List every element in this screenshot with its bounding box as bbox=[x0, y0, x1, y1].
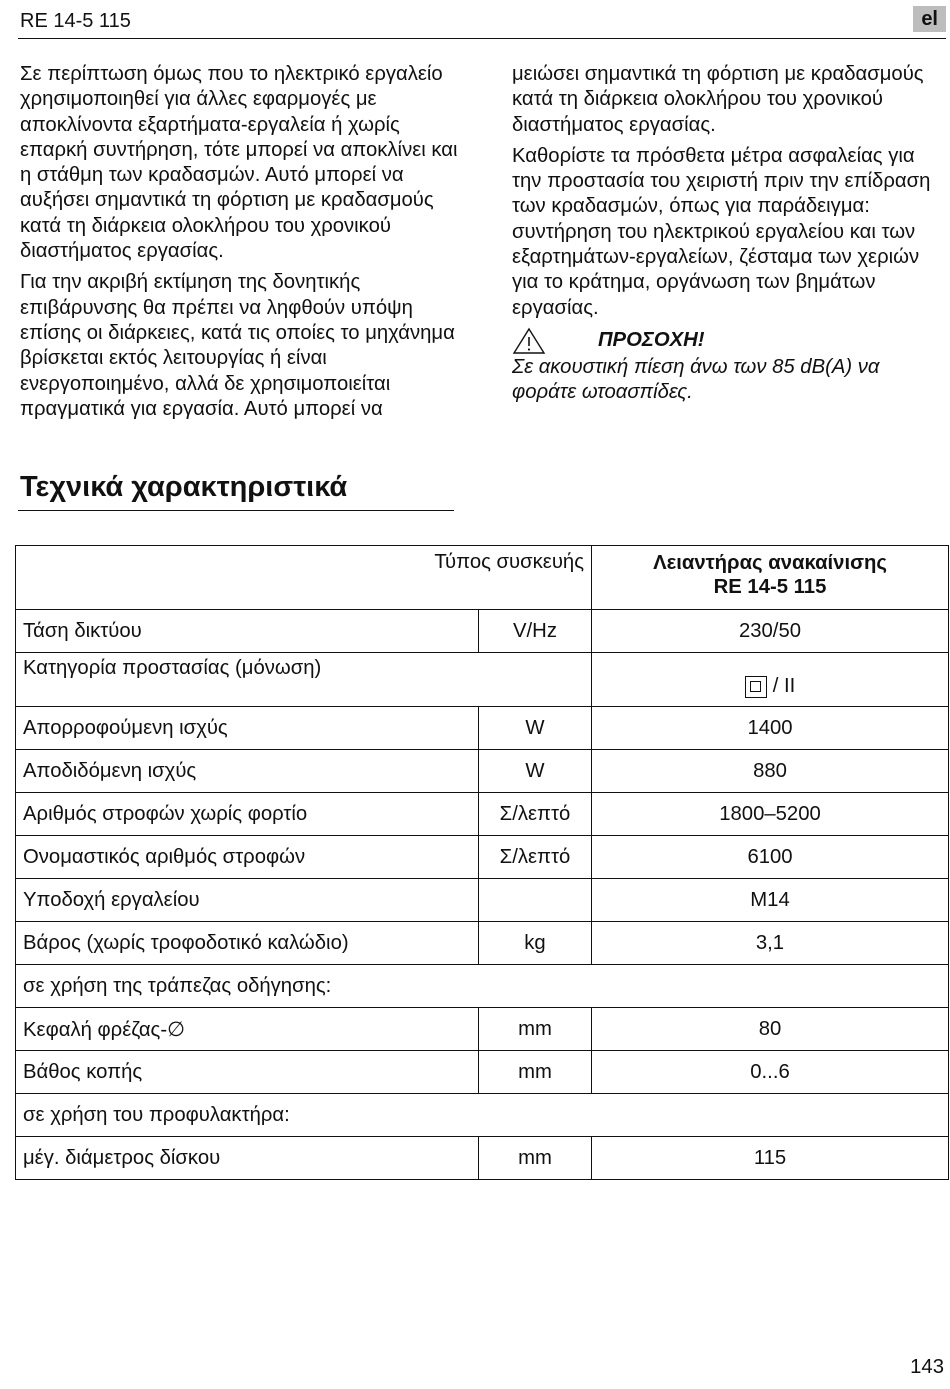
table-row bbox=[16, 750, 949, 793]
paragraph: Σε περίπτωση όμως που το ηλεκτρικό εργαλείο χρησιμοποιηθεί για άλλες εφαρμογές με αποκλίνοντα εξαρτήματα-εργαλεία ή χωρίς επαρκή συντήρηση, τότε μπορεί να αποκλίνει και η στάθμη των κραδασμών. Αυτό μπορεί να αυξήσει σημαντικά τη φόρτιση με κραδασμούς κατά τη διάρκεια ολοκλήρου του χρονικού διαστήματος εργασίας. bbox=[20, 63, 458, 263]
table-row bbox=[16, 1137, 949, 1180]
table-row bbox=[16, 707, 949, 750]
warning-text: Σε ακουστική πίεση άνω των 85 dB(A) να φοράτε ωτοασπίδες. bbox=[512, 355, 880, 404]
spec-label: Απορροφούμενη ισχύς bbox=[16, 707, 479, 750]
table-row bbox=[16, 1051, 949, 1094]
spec-label: Βάρος (χωρίς τροφοδοτικό καλώδιο) bbox=[16, 922, 479, 965]
spec-unit: V/Hz bbox=[479, 610, 592, 653]
spec-value: 80 bbox=[592, 1008, 949, 1051]
table-group-label: σε χρήση της τράπεζας οδήγησης: bbox=[16, 965, 949, 1008]
spec-label: Αριθμός στροφών χωρίς φορτίο bbox=[16, 793, 479, 836]
spec-unit: mm bbox=[479, 1137, 592, 1180]
table-header-row bbox=[16, 546, 949, 610]
section-title: Τεχνικά χαρακτηριστικά bbox=[20, 471, 348, 503]
table-row bbox=[16, 1008, 949, 1051]
table-group-label: σε χρήση του προφυλακτήρα: bbox=[16, 1094, 949, 1137]
right-text-column bbox=[512, 62, 946, 406]
paragraph: Καθορίστε τα πρόσθετα μέτρα ασφαλείας για την προστασία του χειριστή πριν την επίδραση των κραδασμών, όπως για παράδειγμα: συντήρηση του ηλεκτρικού εργαλείου και των εξαρτημάτων-εργαλείων, ζέσταμα των χεριών για το κράτημα, οργάνωση των βημάτων εργασίας. bbox=[512, 144, 931, 319]
device-model: RE 14-5 115 bbox=[713, 576, 827, 598]
spec-value: 1800–5200 bbox=[592, 793, 949, 836]
double-insulation-icon bbox=[745, 676, 767, 698]
device-type-value bbox=[592, 546, 949, 610]
spec-label: Τάση δικτύου bbox=[16, 610, 479, 653]
table-row bbox=[16, 965, 949, 1008]
specs-table bbox=[15, 545, 949, 1180]
spec-label: μέγ. διάμετρος δίσκου bbox=[16, 1137, 479, 1180]
paragraph: Για την ακριβή εκτίμηση της δονητικής επιβάρυνσης θα πρέπει να ληφθούν υπόψη επίσης οι διάρκειες, κατά τις οποίες το μηχάνημα βρίσκεται εκτός λειτουργίας ή είναι ενεργοποιημένο, αλλά δε χρησιμοποιείται πραγματικά για εργασία. Αυτό μπορεί να bbox=[20, 271, 455, 420]
spec-value: 880 bbox=[592, 750, 949, 793]
table-row bbox=[16, 922, 949, 965]
spec-value-text: / II bbox=[772, 675, 796, 697]
spec-value: 230/50 bbox=[592, 610, 949, 653]
spec-unit: kg bbox=[479, 922, 592, 965]
table-row bbox=[16, 1094, 949, 1137]
spec-value: 0...6 bbox=[592, 1051, 949, 1094]
spec-value: 115 bbox=[592, 1137, 949, 1180]
spec-value bbox=[592, 653, 949, 707]
spec-label: Υποδοχή εργαλείου bbox=[16, 879, 479, 922]
section-divider bbox=[18, 510, 454, 511]
header-model: RE 14-5 115 bbox=[20, 10, 131, 32]
spec-value: 3,1 bbox=[592, 922, 949, 965]
table-row bbox=[16, 879, 949, 922]
device-type-label: Τύπος συσκευής bbox=[16, 546, 592, 610]
table-row bbox=[16, 793, 949, 836]
spec-value: 6100 bbox=[592, 836, 949, 879]
paragraph: μειώσει σημαντικά τη φόρτιση με κραδασμούς κατά τη διάρκεια ολοκλήρου του χρονικού διαστήματος εργασίας. bbox=[512, 63, 924, 136]
header-divider bbox=[18, 38, 946, 39]
spec-unit: W bbox=[479, 750, 592, 793]
spec-value: M14 bbox=[592, 879, 949, 922]
spec-value: 1400 bbox=[592, 707, 949, 750]
table-row bbox=[16, 610, 949, 653]
spec-unit: mm bbox=[479, 1051, 592, 1094]
warning-header bbox=[512, 327, 946, 355]
table-row bbox=[16, 653, 949, 707]
spec-unit: Σ/λεπτό bbox=[479, 836, 592, 879]
spec-label: Κεφαλή φρέζας-∅ bbox=[16, 1008, 479, 1051]
language-badge: el bbox=[913, 6, 946, 32]
spec-label: Κατηγορία προστασίας (μόνωση) bbox=[16, 653, 592, 707]
warning-title: ΠΡΟΣΟΧΗ! bbox=[598, 329, 705, 352]
spec-unit: mm bbox=[479, 1008, 592, 1051]
table-row bbox=[16, 836, 949, 879]
device-name: Λειαντήρας ανακαίνισης bbox=[653, 552, 887, 574]
spec-label: Αποδιδόμενη ισχύς bbox=[16, 750, 479, 793]
warning-triangle-icon bbox=[512, 327, 546, 355]
spec-label: Ονομαστικός αριθμός στροφών bbox=[16, 836, 479, 879]
spec-unit: W bbox=[479, 707, 592, 750]
spec-unit bbox=[479, 879, 592, 922]
spec-label: Βάθος κοπής bbox=[16, 1051, 479, 1094]
left-text-column bbox=[20, 62, 460, 428]
page-number: 143 bbox=[910, 1356, 944, 1378]
spec-unit: Σ/λεπτό bbox=[479, 793, 592, 836]
